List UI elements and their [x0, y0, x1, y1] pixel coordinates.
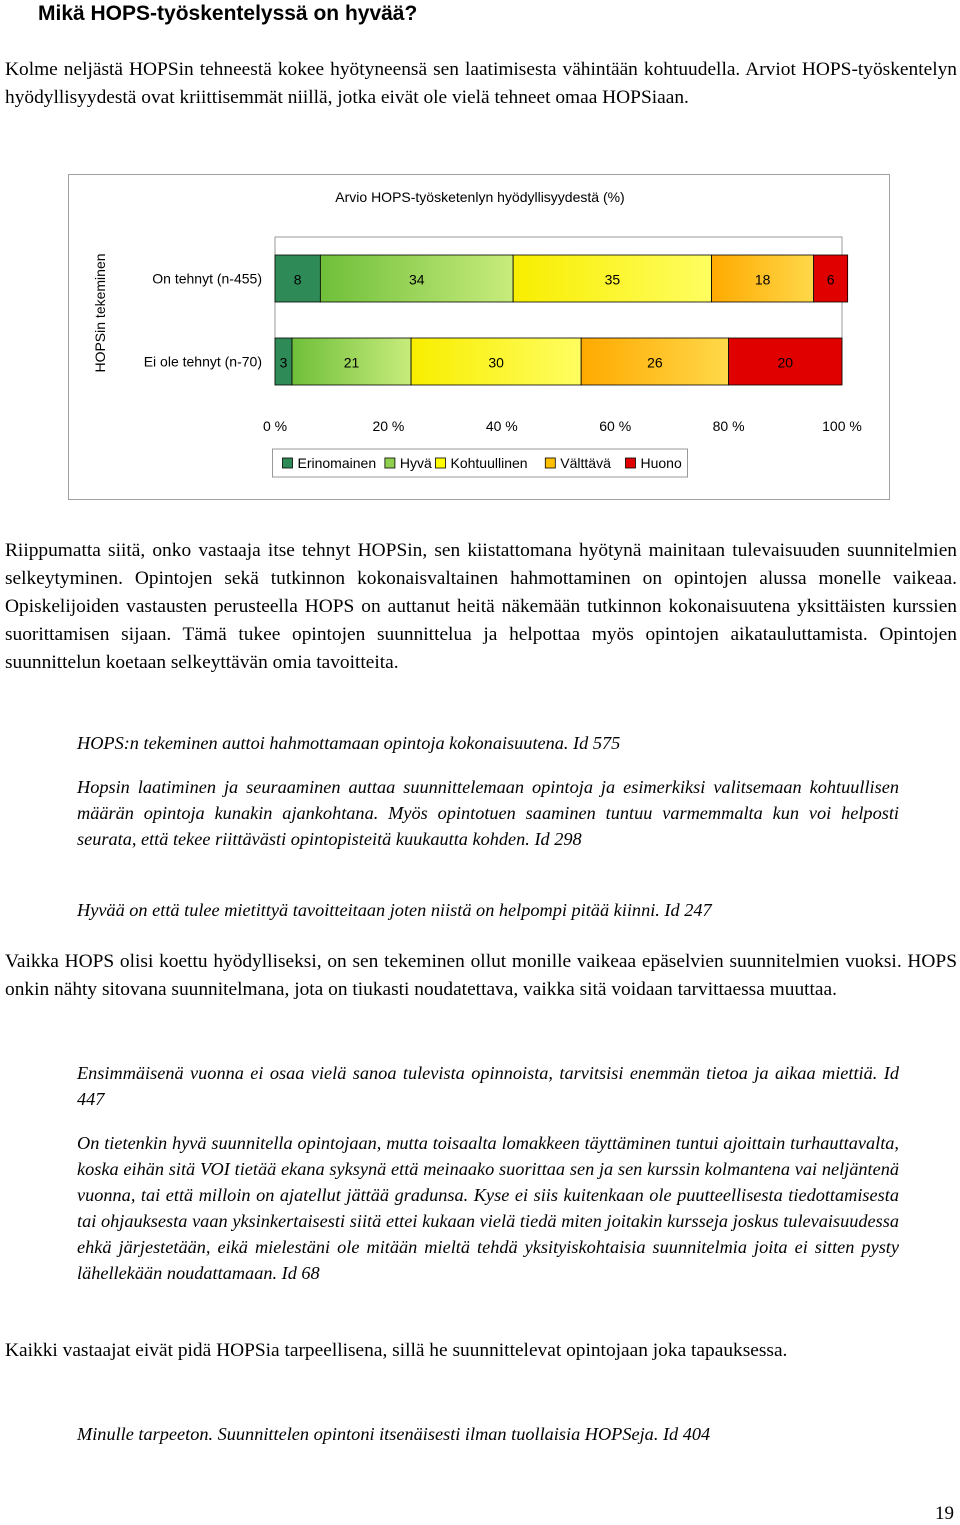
data-label-valttava-1: 26	[647, 354, 663, 371]
quote-68: On tietenkin hyvä suunnitella opintojaan, mutta toisaalta lomakkeen täyttäminen tuntui ajoittain turhauttavalta, koska eihän sitä VOI tietää ekana syksynä että meinaako suorittaa sen ja sen kurssin kolmantena vai neljäntenä vuonna, tai että milloin on ajatellut jättää gradunsa. Kyse ei siis kuitenkaan ole puutteellisesta tiedottamisesta tai ohjauksesta vaan yksinkertaisesti siitä ettei kukaan vielä tiedä miten joitakin kursseja joskus tulevaisuudessa ehkä järjestetään, eikä mielestäni ole mitään mieltä tehdä yksityiskohtaisia suunnitelmia joita ei sitten pysty lähellekään noudattamaan. Id 68	[77, 1133, 899, 1283]
chart-frame	[68, 174, 890, 500]
section-heading: Mikä HOPS-työskentelyssä on hyvää?	[38, 2, 418, 25]
stacked-bar-chart	[69, 175, 891, 501]
x-tick-label-2: 40 %	[485, 418, 518, 434]
legend	[273, 449, 688, 477]
category-label-1: Ei ole tehnyt (n-70)	[143, 353, 262, 370]
legend-label-valttava: Välttävä	[560, 455, 611, 471]
paragraph-benefits: Riippumatta siitä, onko vastaaja itse tehnyt HOPSin, sen kiistattomana hyötynä mainitaan tulevaisuuden suunnitelmien selkeytyminen. Opintojen sekä tutkinnon kokonaisvaltainen hahmottaminen on opintojen alussa monelle vaikeaa. Opiskelijoiden vastausten perusteella HOPS on auttanut heitä näkemään tutkinnon kokonaisuutena yksittäisten kurssien suorittamisen sijaan. Tämä tukee opintojen suunnittelua ja helpottaa myös opintojen aikatauluttamista. Opintojen suunnittelun koetaan selkeyttävän omia tavoitteita.	[5, 540, 957, 673]
data-label-valttava-0: 18	[754, 271, 771, 288]
x-tick-label-3: 60 %	[599, 418, 632, 434]
quote-575: HOPS:n tekeminen auttoi hahmottamaan opintoja kokonaisuutena. Id 575	[77, 733, 621, 753]
quote-447: Ensimmäisenä vuonna ei osaa vielä sanoa tulevista opinnoista, tarvitsisi enemmän tietoa ja aikaa miettiä. Id 447	[77, 1063, 899, 1109]
legend-swatch-erinomainen	[283, 458, 293, 468]
x-tick-label-0: 0 %	[262, 418, 288, 434]
paragraph-difficulties: Vaikka HOPS olisi koettu hyödylliseksi, on sen tekeminen ollut monille vaikeaa epäselvien suunnitelmien vuoksi. HOPS onkin nähty sitovana suunnitelmana, jota on tiukasti noudatettava, vaikka sitä voidaan tarvittaessa muuttaa.	[5, 951, 957, 1000]
data-label-hyva-0: 34	[408, 271, 425, 288]
legend-swatch-hyva	[385, 458, 395, 468]
data-label-kohtuullinen-0: 35	[604, 271, 621, 288]
y-axis-label: HOPSin tekeminen	[92, 253, 108, 373]
data-label-huono-1: 20	[777, 354, 794, 371]
legend-swatch-valttava	[545, 458, 555, 468]
chart-plot-area	[144, 237, 862, 477]
data-label-erinomainen-0: 8	[293, 271, 302, 288]
data-label-hyva-1: 21	[343, 354, 360, 371]
legend-label-kohtuullinen: Kohtuullinen	[450, 455, 528, 471]
data-label-kohtuullinen-1: 30	[488, 354, 504, 371]
x-tick-label-1: 20 %	[372, 418, 405, 434]
legend-label-erinomainen: Erinomainen	[297, 455, 377, 471]
legend-swatch-kohtuullinen	[436, 458, 446, 468]
category-label-0: On tehnyt (n-455)	[152, 270, 262, 287]
legend-label-hyva: Hyvä	[399, 455, 432, 471]
data-label-erinomainen-1: 3	[279, 354, 288, 371]
x-tick-label-5: 100 %	[822, 418, 862, 434]
legend-swatch-huono	[626, 458, 636, 468]
x-tick-label-4: 80 %	[712, 418, 745, 434]
paragraph-intro: Kolme neljästä HOPSin tehneestä kokee hyötyneensä sen laatimisesta vähintään kohtuudella. Arviot HOPS-työskentelyn hyödyllisyydestä ovat kriittisemmät niillä, jotka eivät ole vielä tehneet omaa HOPSiaan.	[5, 59, 957, 108]
chart-title: Arvio HOPS-työsketenlyn hyödyllisyydestä (%)	[335, 189, 625, 205]
quote-404: Minulle tarpeeton. Suunnittelen opintoni itsenäisesti ilman tuollaisia HOPSeja. Id 404	[77, 1424, 711, 1444]
legend-label-huono: Huono	[640, 455, 682, 471]
data-label-huono-0: 6	[826, 271, 835, 288]
paragraph-unnecessary: Kaikki vastaajat eivät pidä HOPSia tarpeellisena, sillä he suunnittelevat opintojaan joka tapauksessa.	[5, 1340, 788, 1361]
page-number: 19	[935, 1503, 954, 1524]
quote-298: Hopsin laatiminen ja seuraaminen auttaa suunnittelemaan opintoja ja esimerkiksi valitsemaan kohtuullisen määrän opintoja kunakin ajankohtana. Myös opintotuen saaminen tuntuu varmemmalta kun voi helposti seurata, että tekee riittävästi opintopisteitä kuukautta kohden. Id 298	[77, 777, 899, 849]
quote-247: Hyvää on että tulee mietittyä tavoitteitaan joten niistä on helpompi pitää kiinni. Id 247	[77, 900, 712, 920]
